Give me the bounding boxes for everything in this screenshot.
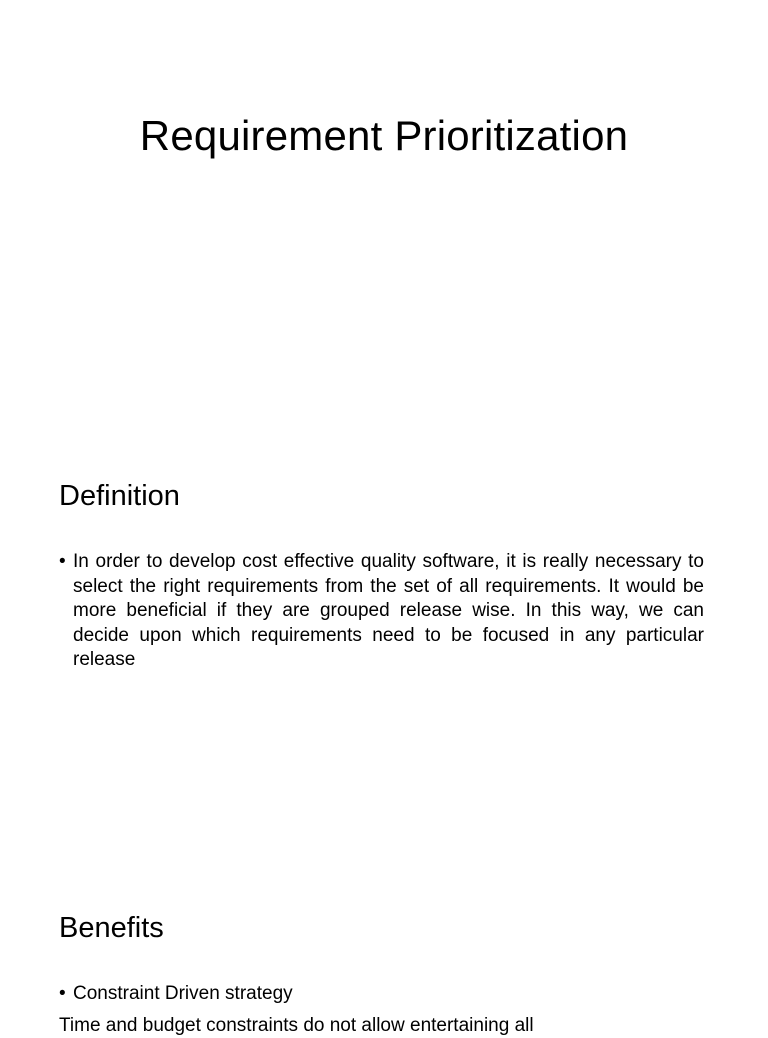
slide-definition: [0, 432, 768, 864]
bullet-icon: •: [59, 983, 66, 1004]
list-item: [59, 982, 704, 1007]
benefit-text: Constraint Driven strategy: [73, 983, 293, 1004]
presentation-title: Requirement Prioritization: [139, 112, 629, 159]
definition-heading: Definition: [59, 480, 180, 512]
definition-bullet-list: [59, 550, 704, 673]
benefits-partial-line: Time and budget constraints do not allow entertaining all: [59, 1015, 534, 1036]
slide-benefits: [0, 864, 768, 1036]
bullet-icon: •: [59, 551, 66, 572]
list-item: [59, 550, 704, 673]
definition-text: In order to develop cost effective quality software, it is really necessary to select the right requirements from the set of all requirements. It would be more beneficial if they are grouped release wise. In this way, we can decide upon which requirements need to be focused in any particular release: [73, 551, 704, 670]
benefits-heading: Benefits: [59, 912, 164, 944]
benefits-bullet-list: [59, 982, 704, 1007]
slide-title: [0, 0, 768, 432]
